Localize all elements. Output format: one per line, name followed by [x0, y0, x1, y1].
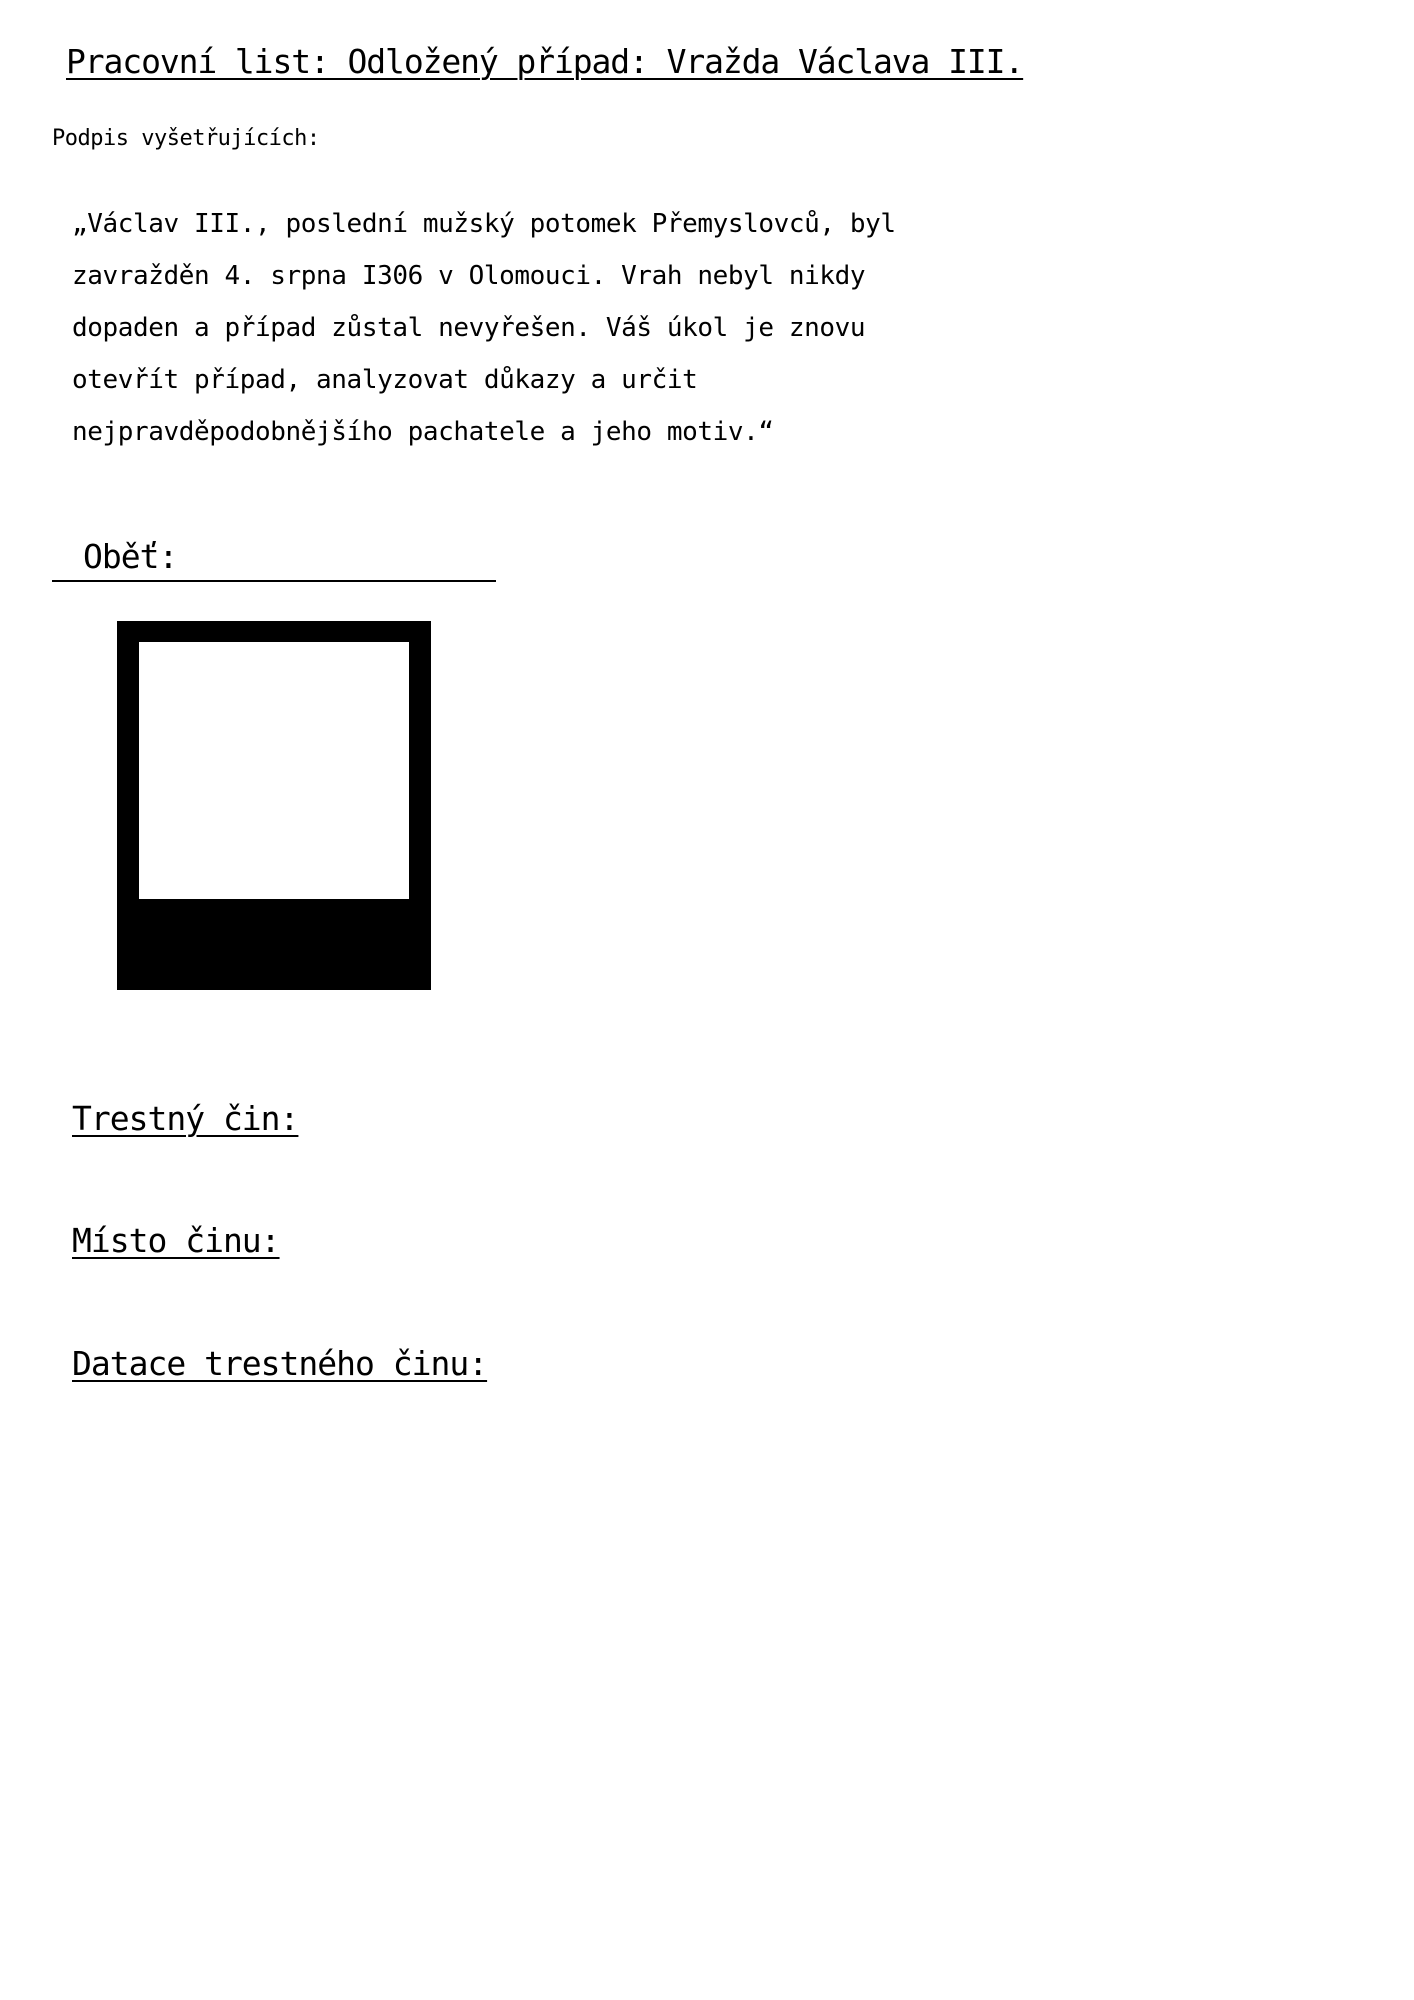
victim-label: Oběť: — [83, 537, 178, 576]
crime-date-field-label: Datace trestného činu: — [72, 1344, 488, 1383]
intro-line: nejpravděpodobnějšího pachatele a jeho motiv.“ — [72, 417, 774, 447]
crime-scene-field-label: Místo činu: — [72, 1221, 280, 1260]
victim-photo-frame — [117, 621, 431, 990]
investigator-signature-label: Podpis vyšetřujících: — [52, 126, 320, 151]
victim-answer-line — [52, 580, 496, 582]
case-intro-text — [72, 198, 1002, 458]
worksheet-title: Pracovní list: Odložený případ: Vražda Václava III. — [66, 42, 1024, 81]
intro-line: zavražděn 4. srpna I306 v Olomouci. Vrah nebyl nikdy — [72, 261, 866, 291]
victim-photo-area — [139, 642, 409, 899]
intro-line: dopaden a případ zůstal nevyřešen. Váš úkol je znovu — [72, 313, 866, 343]
intro-line: „Václav III., poslední mužský potomek Přemyslovců, byl — [72, 209, 896, 239]
intro-line: otevřít případ, analyzovat důkazy a určit — [72, 365, 698, 395]
crime-field-label: Trestný čin: — [72, 1099, 299, 1138]
